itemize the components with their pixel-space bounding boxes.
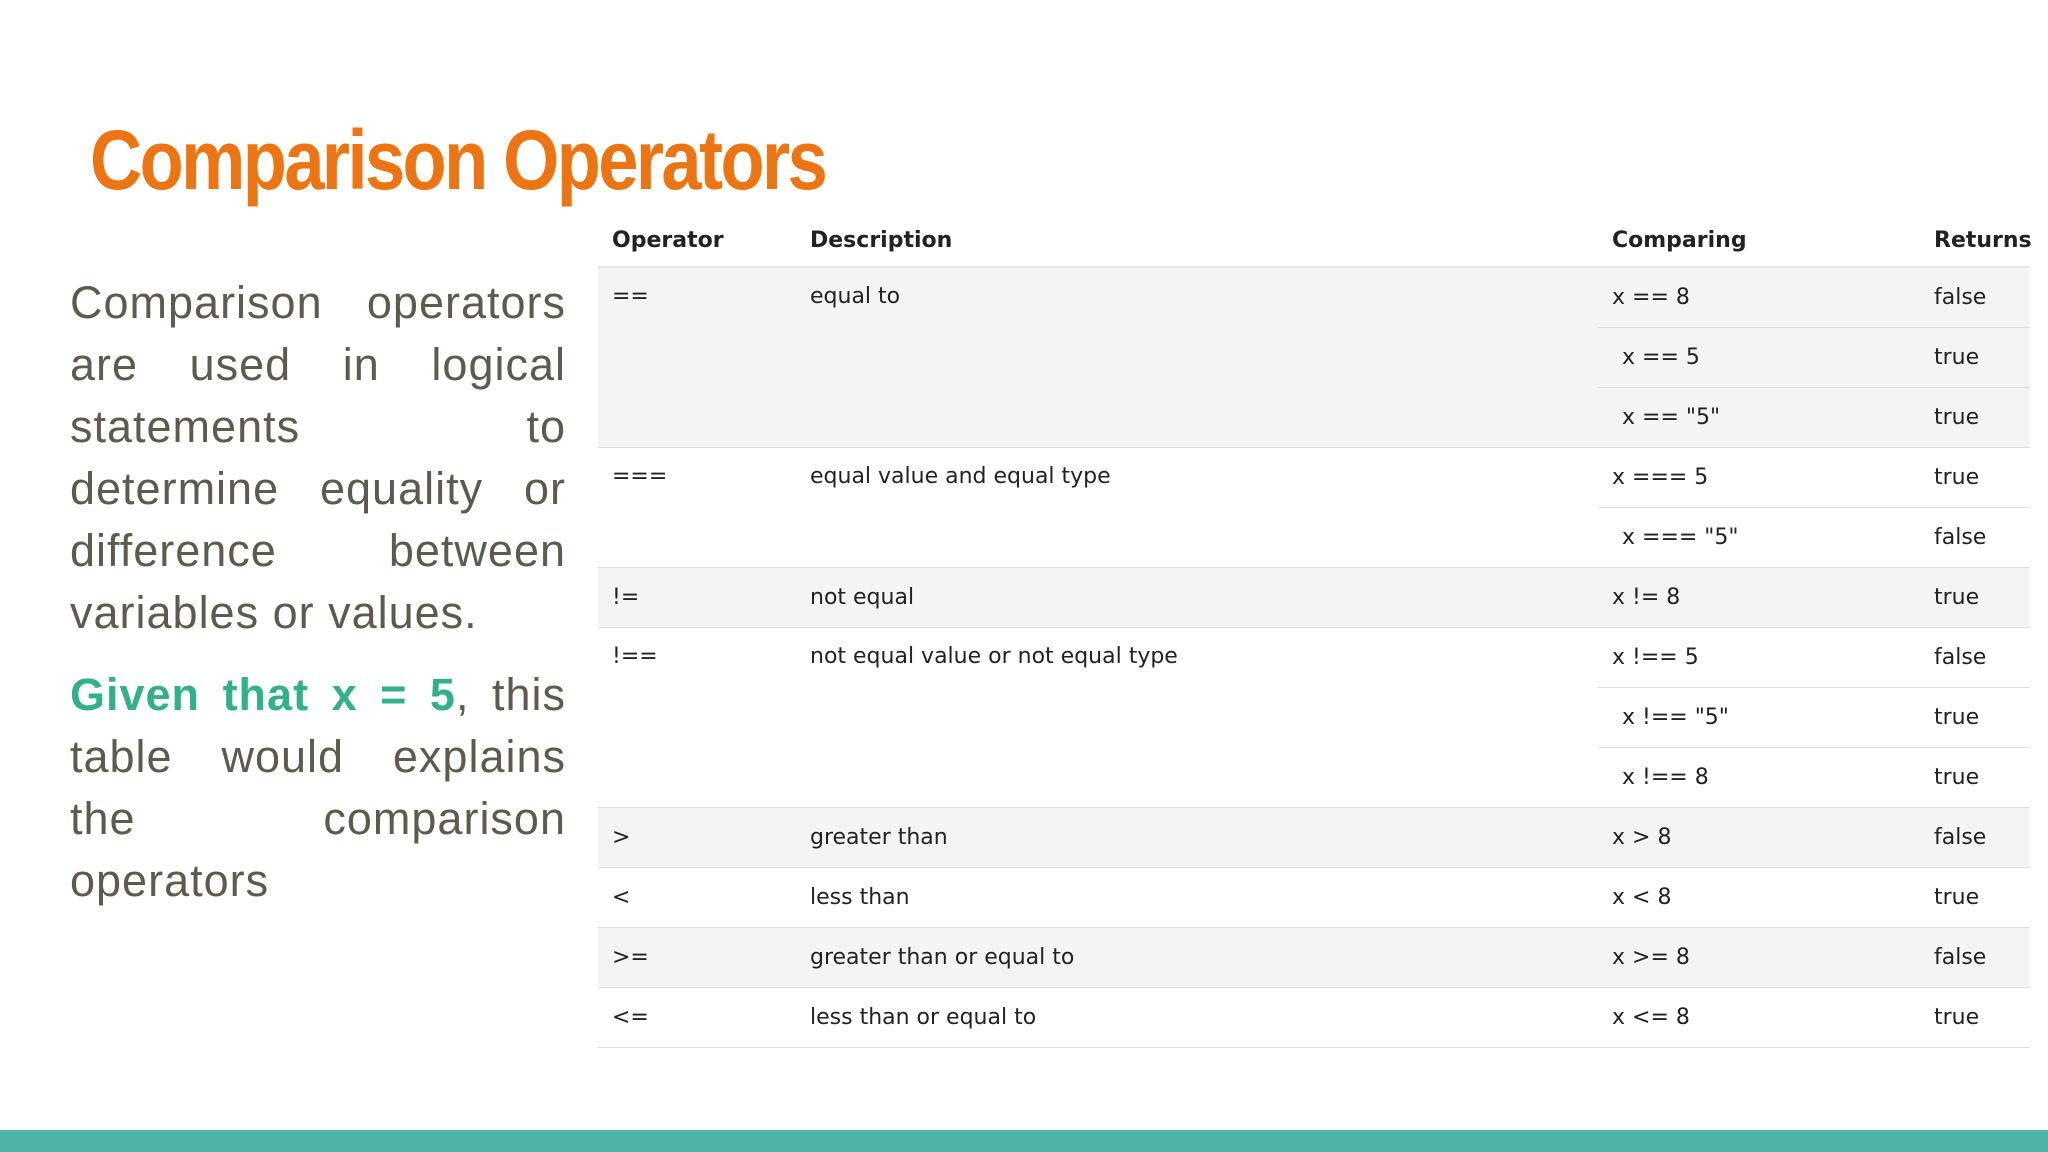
table-row bbox=[598, 267, 2030, 328]
returns-cell: true bbox=[1920, 688, 2030, 748]
operator-cell: === bbox=[598, 448, 796, 568]
returns-cell: true bbox=[1920, 868, 2030, 928]
intro-text bbox=[70, 272, 566, 912]
table-row bbox=[598, 988, 2030, 1048]
comparing-cell: x !== "5" bbox=[1598, 688, 1920, 748]
comparing-cell: x !== 5 bbox=[1598, 628, 1920, 688]
operator-cell: == bbox=[598, 267, 796, 448]
returns-cell: false bbox=[1920, 267, 2030, 328]
header-description: Description bbox=[796, 214, 1598, 267]
given-highlight: Given that x = 5 bbox=[70, 669, 456, 720]
table-row bbox=[598, 568, 2030, 628]
comparing-cell: x == 5 bbox=[1598, 328, 1920, 388]
returns-cell: true bbox=[1920, 568, 2030, 628]
description-cell: less than or equal to bbox=[796, 988, 1598, 1048]
header-returns: Returns bbox=[1920, 214, 2030, 267]
table-row bbox=[598, 448, 2030, 508]
operator-cell: <= bbox=[598, 988, 796, 1048]
returns-cell: false bbox=[1920, 808, 2030, 868]
comparing-cell: x === "5" bbox=[1598, 508, 1920, 568]
comparing-cell: x !== 8 bbox=[1598, 748, 1920, 808]
returns-cell: false bbox=[1920, 508, 2030, 568]
operator-cell: < bbox=[598, 868, 796, 928]
operator-cell: >= bbox=[598, 928, 796, 988]
description-cell: not equal value or not equal type bbox=[796, 628, 1598, 808]
table-body bbox=[598, 267, 2030, 1048]
table-header-row bbox=[598, 214, 2030, 267]
description-cell: equal value and equal type bbox=[796, 448, 1598, 568]
returns-cell: true bbox=[1920, 448, 2030, 508]
header-operator: Operator bbox=[598, 214, 796, 267]
bottom-accent-bar bbox=[0, 1130, 2048, 1152]
comparing-cell: x > 8 bbox=[1598, 808, 1920, 868]
returns-cell: false bbox=[1920, 628, 2030, 688]
comparing-cell: x == "5" bbox=[1598, 388, 1920, 448]
returns-cell: false bbox=[1920, 928, 2030, 988]
comparing-cell: x >= 8 bbox=[1598, 928, 1920, 988]
table-row bbox=[598, 628, 2030, 688]
operator-cell: > bbox=[598, 808, 796, 868]
slide-title: Comparison Operators bbox=[90, 113, 826, 207]
comparing-cell: x == 8 bbox=[1598, 267, 1920, 328]
description-cell: greater than bbox=[796, 808, 1598, 868]
operator-cell: != bbox=[598, 568, 796, 628]
comparing-cell: x <= 8 bbox=[1598, 988, 1920, 1048]
given-rest: , this table would explains the comparison operators bbox=[70, 669, 566, 906]
comparison-table bbox=[598, 214, 2030, 1048]
description-cell: not equal bbox=[796, 568, 1598, 628]
returns-cell: true bbox=[1920, 388, 2030, 448]
description-cell: equal to bbox=[796, 267, 1598, 448]
given-paragraph bbox=[70, 664, 566, 912]
comparing-cell: x != 8 bbox=[1598, 568, 1920, 628]
comparing-cell: x === 5 bbox=[1598, 448, 1920, 508]
comparing-cell: x < 8 bbox=[1598, 868, 1920, 928]
description-cell: less than bbox=[796, 868, 1598, 928]
table-row bbox=[598, 808, 2030, 868]
description-cell: greater than or equal to bbox=[796, 928, 1598, 988]
returns-cell: true bbox=[1920, 748, 2030, 808]
returns-cell: true bbox=[1920, 328, 2030, 388]
returns-cell: true bbox=[1920, 988, 2030, 1048]
operator-cell: !== bbox=[598, 628, 796, 808]
intro-paragraph: Comparison operators are used in logical statements to determine equality or difference between variables or values. bbox=[70, 277, 566, 638]
header-comparing: Comparing bbox=[1598, 214, 1920, 267]
table-row bbox=[598, 928, 2030, 988]
table-row bbox=[598, 868, 2030, 928]
